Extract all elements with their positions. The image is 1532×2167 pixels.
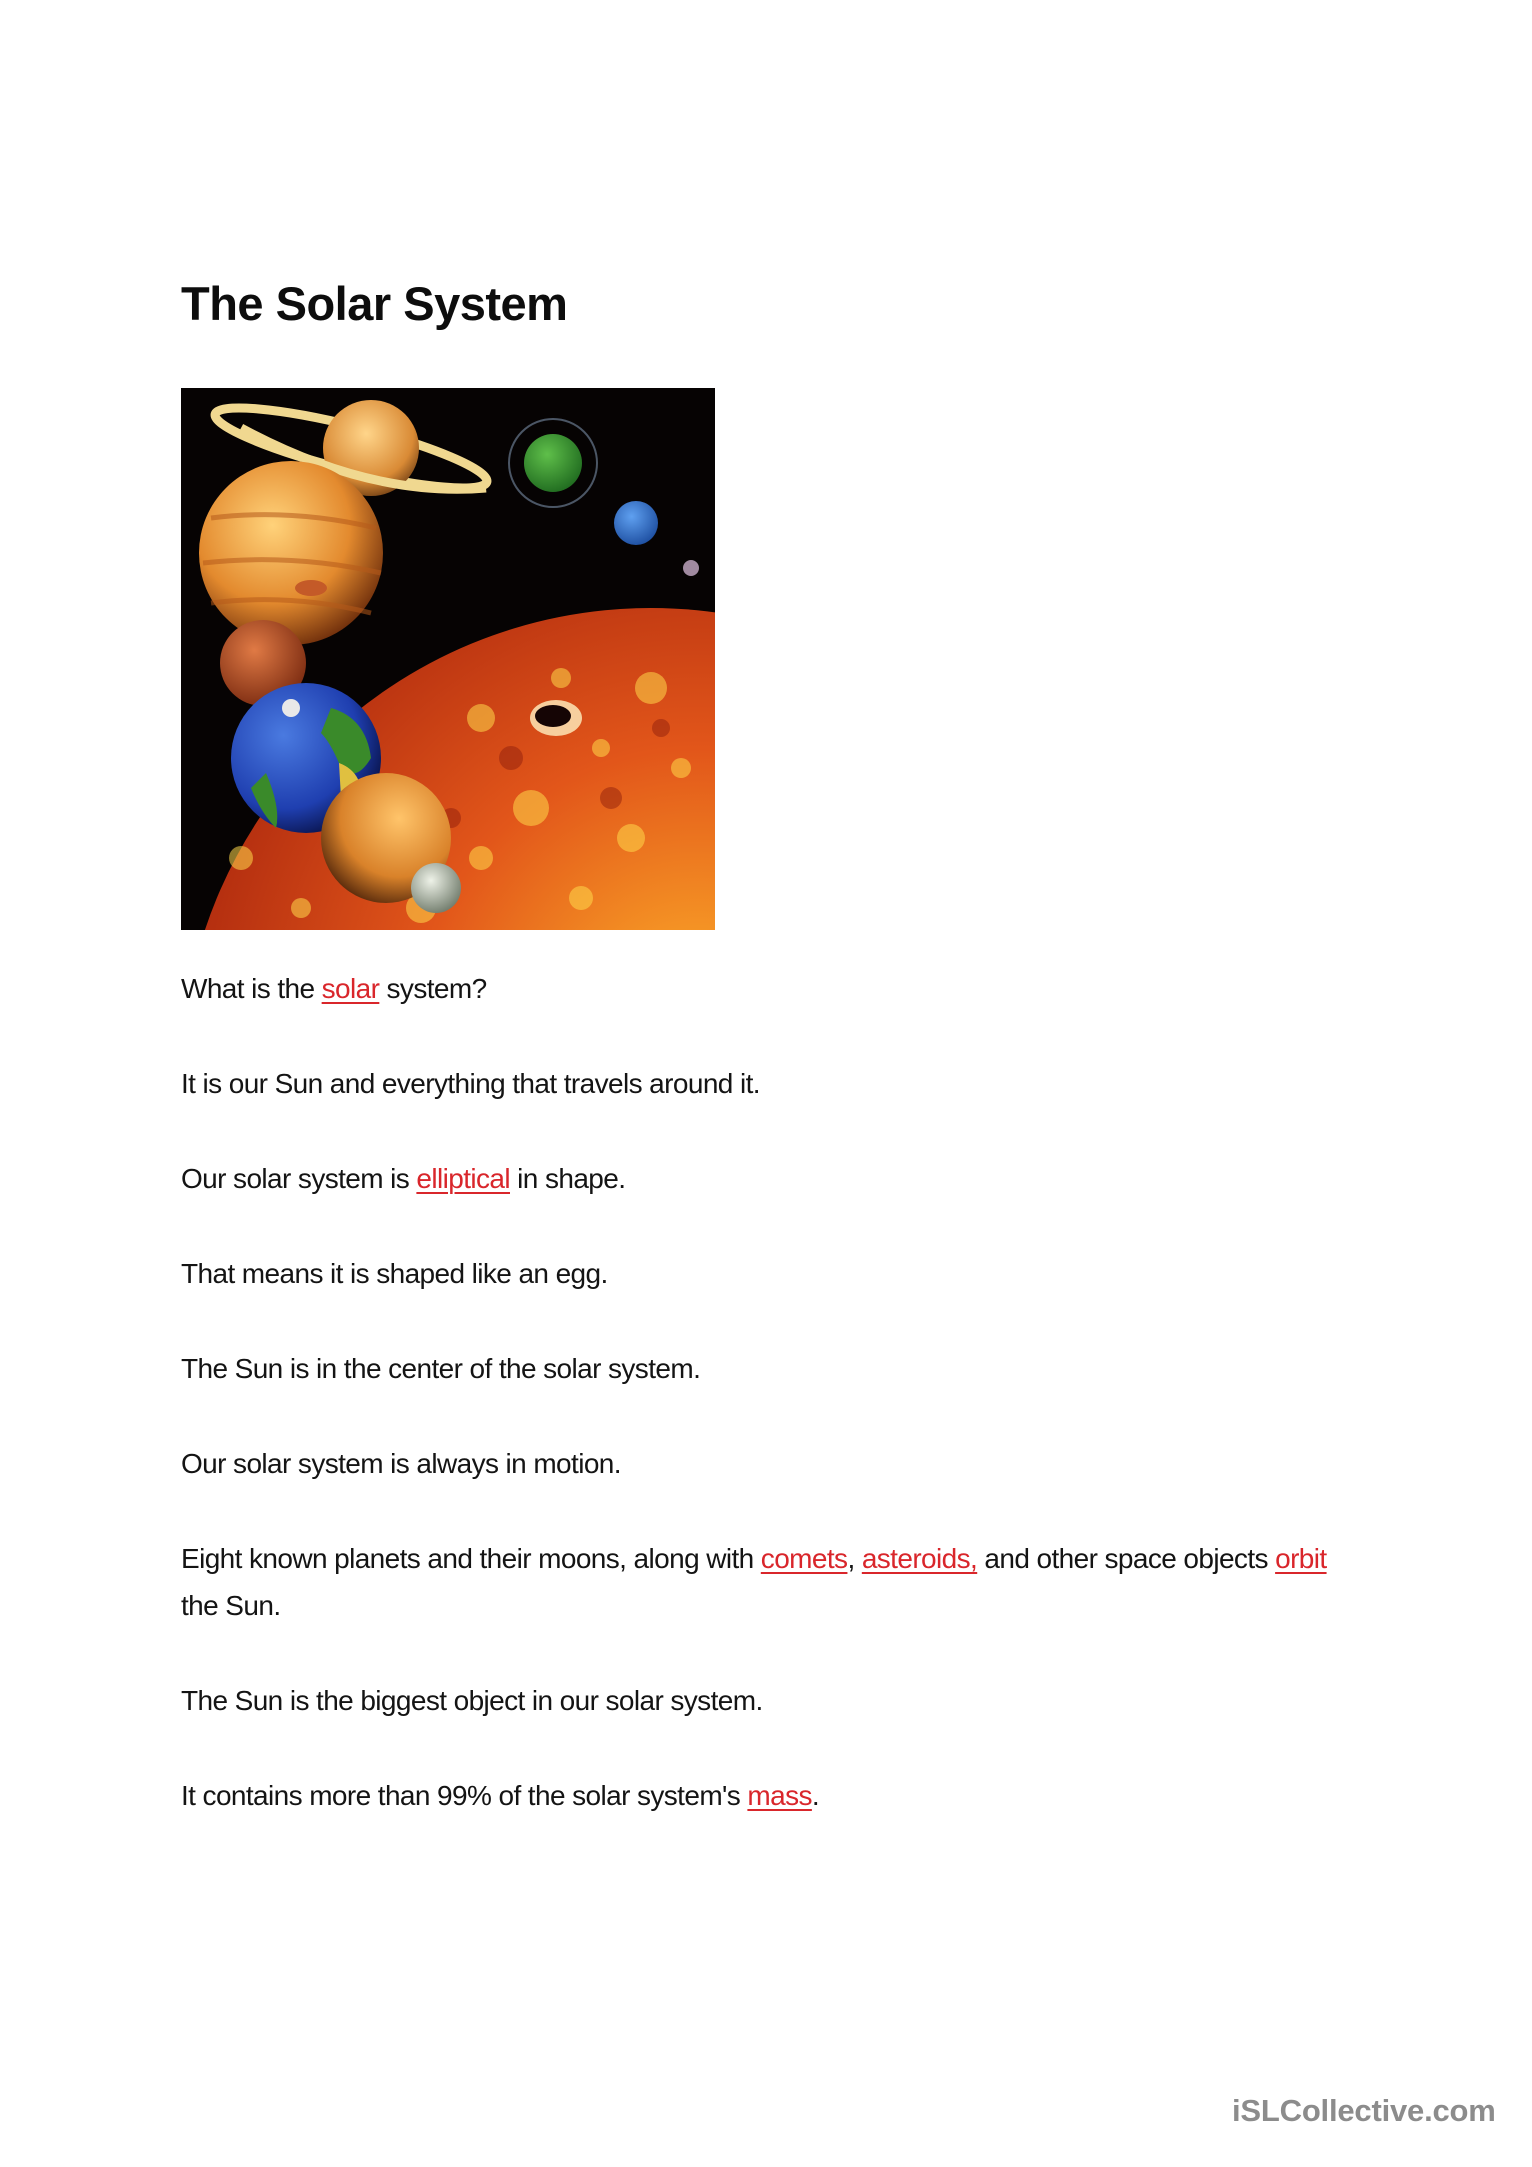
text: system?	[379, 973, 487, 1004]
watermark: iSLCollective.com	[1232, 2093, 1496, 2128]
vocab-link-mass[interactable]: mass	[747, 1780, 812, 1811]
text: That means it is shaped like an egg.	[181, 1258, 608, 1289]
vocab-link-orbit[interactable]: orbit	[1275, 1543, 1327, 1574]
text: It contains more than 99% of the solar system's	[181, 1780, 748, 1811]
text: Our solar system is	[181, 1163, 417, 1194]
paragraph-4	[181, 1250, 608, 1297]
paragraph-8	[181, 1677, 763, 1724]
solar-system-illustration	[181, 388, 715, 930]
text: ,	[847, 1543, 862, 1574]
text: in shape.	[510, 1163, 626, 1194]
text: .	[811, 1780, 820, 1811]
vocab-link-asteroids[interactable]: asteroids,	[861, 1543, 978, 1574]
vocab-link-elliptical[interactable]: elliptical	[416, 1163, 510, 1194]
paragraph-6	[181, 1440, 621, 1487]
paragraph-1	[181, 965, 487, 1012]
text: and other space objects	[977, 1543, 1276, 1574]
paragraph-9	[181, 1772, 819, 1819]
page-title: The Solar System	[181, 277, 568, 330]
text: Our solar system is always in motion.	[181, 1448, 621, 1479]
text: the Sun.	[181, 1590, 281, 1621]
text: What is the	[181, 973, 322, 1004]
vocab-link-solar[interactable]: solar	[321, 973, 380, 1004]
vocab-link-comets[interactable]: comets	[760, 1543, 848, 1574]
paragraph-2	[181, 1060, 760, 1107]
text: The Sun is in the center of the solar system.	[181, 1353, 701, 1384]
paragraph-7	[181, 1535, 1361, 1629]
text: It is our Sun and everything that travels around it.	[181, 1068, 760, 1099]
solar-system-image	[181, 388, 715, 930]
text: Eight known planets and their moons, along with	[181, 1543, 761, 1574]
text: The Sun is the biggest object in our solar system.	[181, 1685, 763, 1716]
paragraph-3	[181, 1155, 625, 1202]
paragraph-5	[181, 1345, 700, 1392]
